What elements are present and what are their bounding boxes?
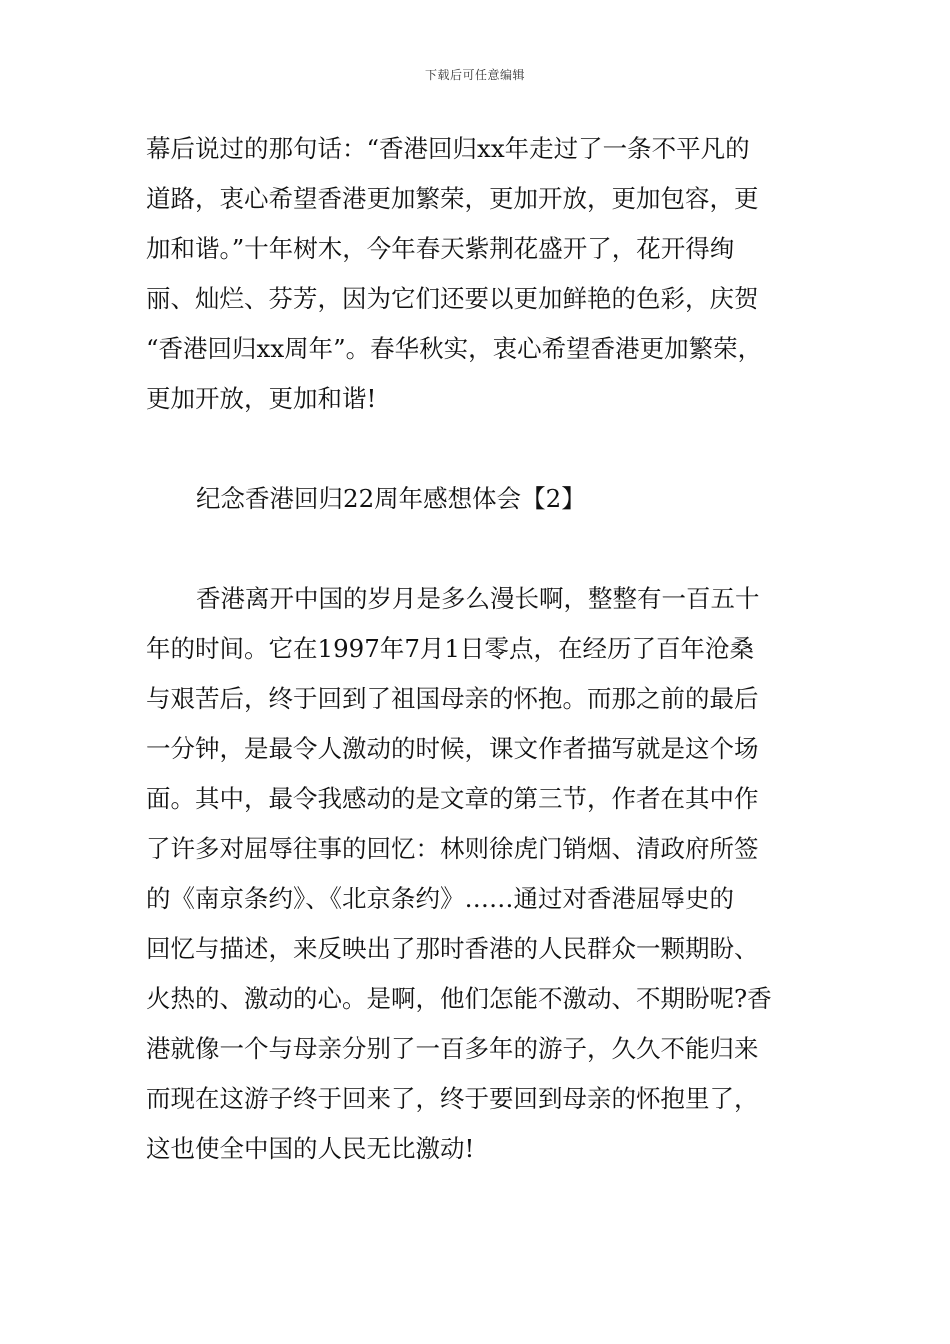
paragraph-line: 道路，衷心希望香港更加繁荣，更加开放，更加包容，更 xyxy=(146,184,759,213)
paragraph-line: 了许多对屈辱往事的回忆：林则徐虎门销烟、清政府所签 xyxy=(146,834,759,863)
paragraph-line: 面。其中，最令我感动的是文章的第三节，作者在其中作 xyxy=(146,784,759,813)
paragraph-line: “香港回归xx周年”。春华秋实，衷心希望香港更加繁荣， xyxy=(146,334,763,363)
paragraph-line: 的《南京条约》、《北京条约》……通过对香港屈辱史的 xyxy=(146,884,734,913)
page-header: 下载后可任意编辑 xyxy=(424,68,525,82)
paragraph-line: 更加开放，更加和谐! xyxy=(146,384,377,413)
paragraph-line: 香港离开中国的岁月是多么漫长啊，整整有一百五十 xyxy=(196,584,760,613)
paragraph-line: 回忆与描述，来反映出了那时香港的人民群众一颗期盼、 xyxy=(146,934,759,963)
paragraph-1 xyxy=(146,124,810,424)
paragraph-line: 这也使全中国的人民无比激动! xyxy=(146,1134,475,1163)
paragraph-line: 而现在这游子终于回来了，终于要回到母亲的怀抱里了， xyxy=(146,1084,759,1113)
paragraph-line: 一分钟，是最令人激动的时候，课文作者描写就是这个场 xyxy=(146,734,759,763)
paragraph-line: 幕后说过的那句话：“香港回归xx年走过了一条不平凡的 xyxy=(146,134,750,163)
paragraph-line: 年的时间。它在1997年7月1日零点，在经历了百年沧桑 xyxy=(146,634,755,663)
paragraph-2 xyxy=(146,574,810,1174)
section-heading: 纪念香港回归22周年感想体会【2】 xyxy=(196,484,586,513)
paragraph-line: 火热的、激动的心。是啊，他们怎能不激动、不期盼呢?香 xyxy=(146,984,772,1013)
paragraph-line: 与艰苦后，终于回到了祖国母亲的怀抱。而那之前的最后 xyxy=(146,684,759,713)
paragraph-line: 港就像一个与母亲分别了一百多年的游子，久久不能归来 xyxy=(146,1034,759,1063)
paragraph-line: 加和谐。”十年树木，今年春天紫荆花盛开了，花开得绚 xyxy=(146,234,735,263)
paragraph-line: 丽、灿烂、芬芳，因为它们还要以更加鲜艳的色彩，庆贺 xyxy=(146,284,759,313)
